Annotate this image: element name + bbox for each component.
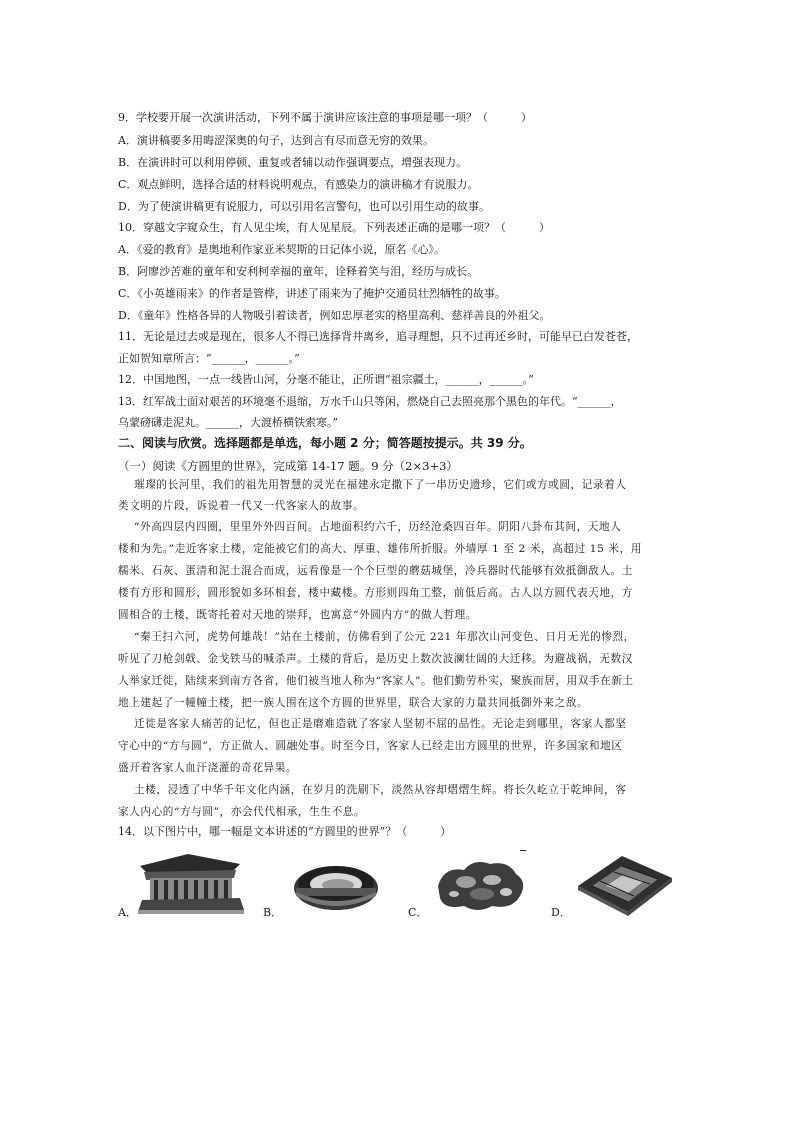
q10-stem: 10．穿越文字窥众生，有人见尘埃，有人见星辰。下列表述正确的是哪一项？（ ） <box>118 221 550 234</box>
q9-option-b: B．在演讲时可以利用停顿、重复或者辅以动作强调要点，增强表现力。 <box>118 156 468 169</box>
passage-line: “秦王扫六河，虎势何雄哉！”站在土楼前，仿佛看到了公元 221 年那次山河变色、日月无光的惨烈， <box>134 631 635 643</box>
q10-option-b: B．阿廖沙苦难的童年和安利柯幸福的童年，诠释着笑与泪，经历与成长。 <box>118 265 479 278</box>
passage-line: 地上建起了一幢幢土楼，把一族人围在这个方圆的世界里，联合大家的力量共同抵御外来之敌。 <box>118 697 589 709</box>
passage-line: 家人内心的“方与圆”，亦会代代相承，生生不息。 <box>118 806 366 818</box>
passage-line: 土楼，浸透了中华千年文化内涵，在岁月的洗刷下，淡然从容却熠熠生辉。将长久屹立于乾坤间，客 <box>134 784 627 796</box>
passage-line: 类文明的片段，诉说着一代又一代客家人的故事。 <box>118 500 365 512</box>
q11-stem: 11．无论是过去或是现在，很多人不得已选择背井离乡，追寻理想，只不过再还乡时，可能早已白发苍苍， <box>118 330 638 343</box>
q14-stem: 14．以下图片中，哪一幅是文本讲述的“方圆里的世界”？（ ） <box>118 825 452 838</box>
q9-stem: 9．学校要开展一次演讲活动，下列不属于演讲应该注意的事项是哪一项？（ ） <box>118 111 532 124</box>
passage-line: 听见了刀枪剑戟、金戈铁马的喊杀声。土楼的背后，是历史上数次波澜壮阔的大迁移。为避战祸，无数汉 <box>118 653 633 665</box>
passage-line: 糯米、石灰、蛋清和泥土混合而成，远看像是一个个巨型的蘑菇城堡，冷兵器时代能够有效抵御敌人。土 <box>118 565 633 577</box>
q13-continuation: 乌蒙磅礴走泥丸。______，大渡桥横铁索寒。” <box>118 416 339 429</box>
passage-line: 守心中的“方与圆”，方正做人、圆融处事。时至今日，客家人已经走出方圆里的世界，许多国家和地区 <box>118 740 623 752</box>
q9-option-a: A．演讲稿要多用晦涩深奥的句子，达到言有尽而意无穷的效果。 <box>118 134 434 147</box>
round-tulou-icon[interactable] <box>286 854 386 916</box>
garden-island-icon[interactable] <box>430 852 530 916</box>
subsection-heading: （一）阅读《方圆里的世界》，完成第 14-17 题。9 分（2×3+3） <box>118 459 458 473</box>
q11-blank-line: 正如贺知章所言：“______，______。” <box>118 352 300 365</box>
passage-line: 楼有方形和圆形，圆形貌如多环相套，楼中藏楼。方形则四角工整，前低后高。古人以方圆代表天地，方 <box>118 587 633 599</box>
q9-option-c: C．观点鲜明，选择合适的材料说明观点，有感染力的演讲稿才有说服力。 <box>118 178 479 191</box>
square-courtyard-icon[interactable] <box>570 848 678 918</box>
q10-option-d: D．《童年》性格各异的人物吸引着读者，例如忠厚老实的格里高利、慈祥善良的外祖父。 <box>118 309 551 322</box>
option-b-label: B． <box>263 906 283 919</box>
passage-line: 盛开着客家人血汗浇灌的奇花异果。 <box>118 762 298 774</box>
passage-line: “外高四层内四圈，里里外外四百间。占地面积约六千，历经沧桑四百年。阴阳八卦布其间，天地人 <box>134 521 622 533</box>
q9-option-d: D．为了使演讲稿更有说服力，可以引用名言警句，也可以引用生动的故事。 <box>118 200 490 213</box>
q10-option-c: C．《小英雄雨来》的作者是管桦，讲述了雨来为了掩护交通员壮烈牺牲的故事。 <box>118 287 506 300</box>
passage-line: 圆相合的土楼，既寄托着对天地的崇拜，也寓意“外圆内方”的做人哲理。 <box>118 609 478 621</box>
option-c-label: C． <box>408 906 428 919</box>
q13-stem: 13．红军战士面对艰苦的环境毫不退缩，万水千山只等闲，燃烧自己去照亮那个黑色的年代。“______， <box>118 395 622 408</box>
section-heading: 二、阅读与欣赏。选择题都是单选，每小题 2 分；简答题按提示。共 39 分。 <box>118 436 532 450</box>
chinese-palace-icon[interactable] <box>136 852 246 916</box>
passage-line: 迁徙是客家人痛苦的记忆，但也正是磨难造就了客家人坚韧不屈的品性。无论走到哪里，客家人都坚 <box>134 718 627 730</box>
passage-line: 楼和为先。”走近客家土楼，定能被它们的高大、厚重、雄伟所折服。外墙厚 1 至 2 米，高超过 15 米，用 <box>118 543 643 555</box>
q12-stem: 12．中国地图，一点一线皆山河，分毫不能让，正所谓“祖宗疆土，______，______。” <box>118 373 534 386</box>
option-a-label: A． <box>118 906 137 919</box>
option-d-label: D． <box>551 906 571 919</box>
stray-mark <box>520 850 526 851</box>
q10-option-a: A．《爱的教育》是奥地利作家亚米契斯的日记体小说，原名《心》。 <box>118 243 445 256</box>
passage-line: 人举家迁徙，陆续来到南方各省，他们被当地人称为“客家人”。他们勤劳朴实，聚族而居，用双手在新土 <box>118 675 634 687</box>
passage-line: 璀璨的长河里，我们的祖先用智慧的灵光在福建永定撒下了一串历史遗珍，它们或方或圆，记录着人 <box>134 479 627 491</box>
